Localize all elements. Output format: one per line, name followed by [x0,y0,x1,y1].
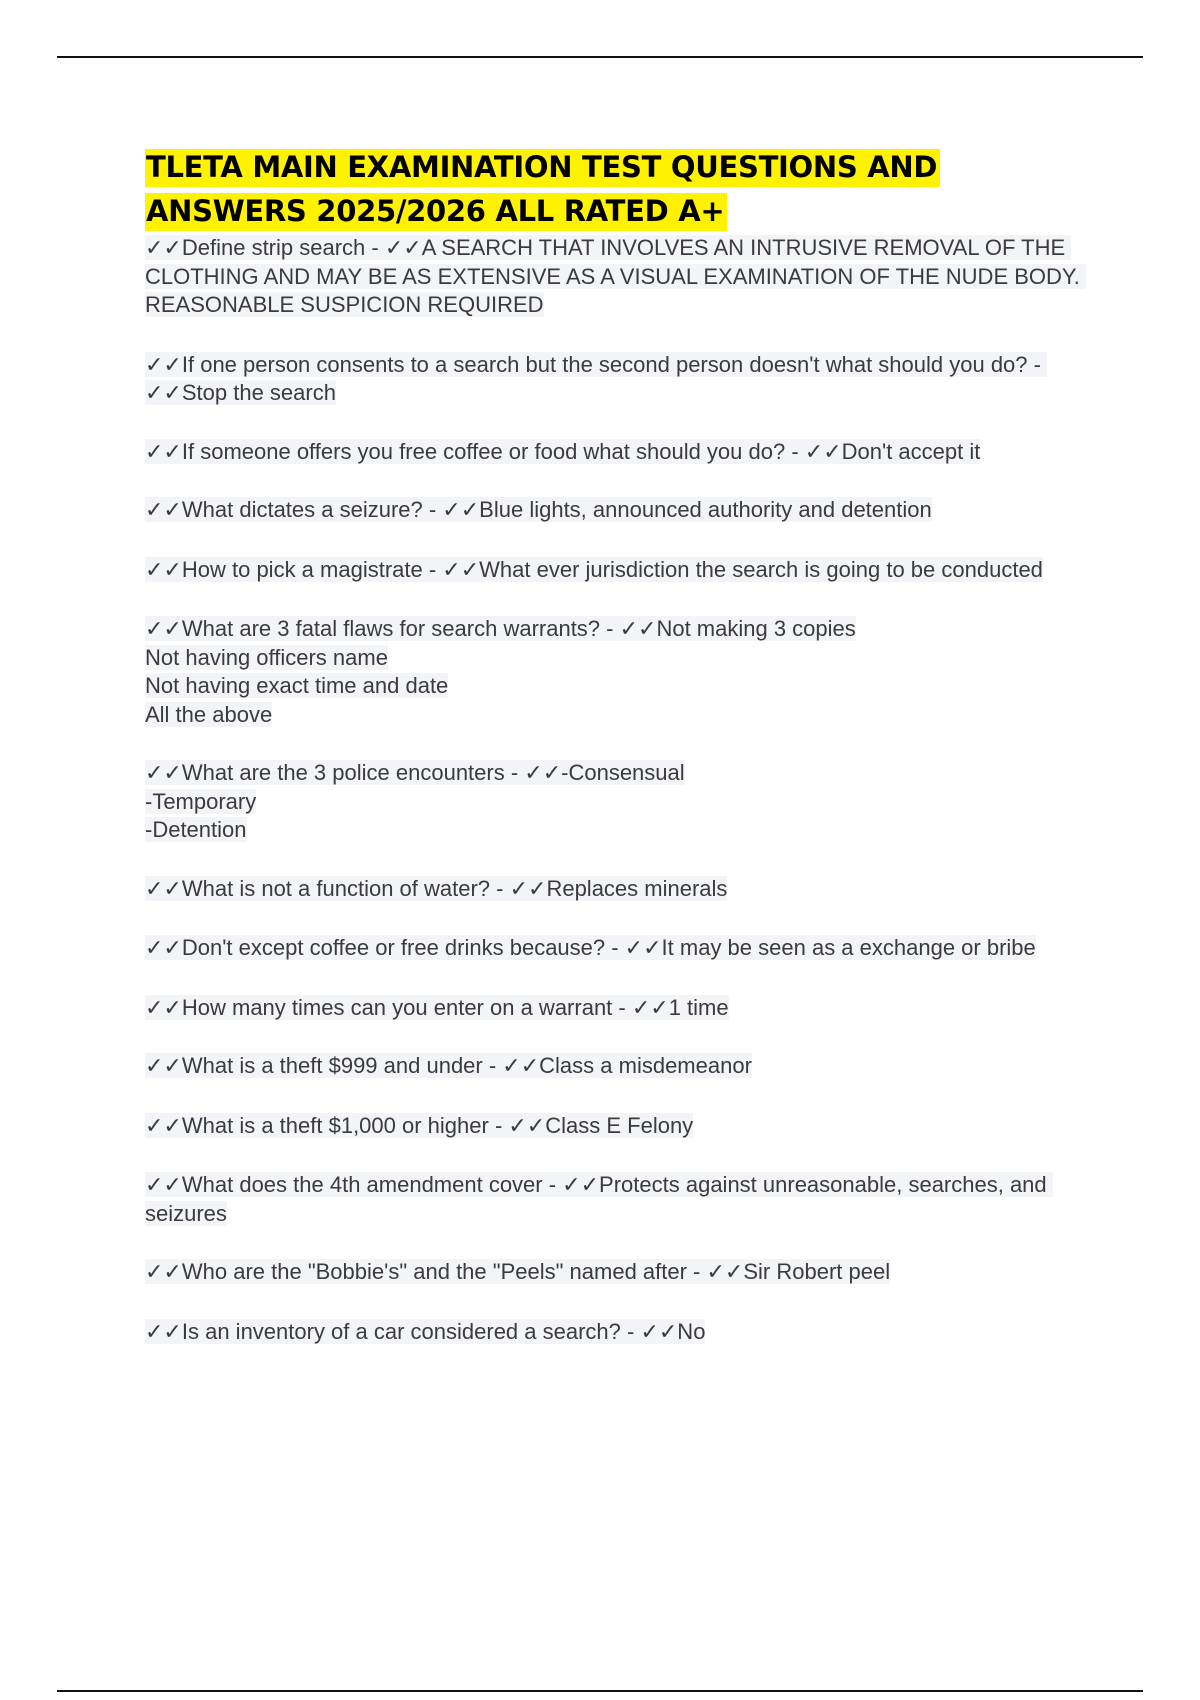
qa-text: ✓✓What does the 4th amendment cover - ✓✓Protects against unreasonable, searches, and seizures [145,1172,1053,1226]
qa-item-police-encounters [145,759,1095,845]
qa-item-theft-felony [145,1112,1095,1141]
qa-text: ✓✓Define strip search - ✓✓A SEARCH THAT INVOLVES AN INTRUSIVE REMOVAL OF THE CLOTHING AND MAY BE AS EXTENSIVE AS A VISUAL EXAMINATION OF THE NUDE BODY. REASONABLE SUSPICION REQUIRED [145,235,1086,317]
qa-item-fatal-flaws [145,615,1095,729]
document-title [145,145,1045,233]
qa-item-warrant-entries [145,994,1095,1023]
qa-item-bobbies-peels [145,1258,1095,1287]
qa-text: ✓✓What are the 3 police encounters - ✓✓-Consensual -Temporary -Detention [145,760,685,842]
qa-text: ✓✓What dictates a seizure? - ✓✓Blue lights, announced authority and detention [145,497,932,522]
qa-item-water-function [145,875,1095,904]
qa-text: ✓✓Don't except coffee or free drinks because? - ✓✓It may be seen as a exchange or bribe [145,935,1036,960]
qa-item-seizure [145,496,1095,525]
top-rule [57,56,1143,58]
qa-text: ✓✓What are 3 fatal flaws for search warrants? - ✓✓Not making 3 copies Not having officers name Not having exact time and date All the above [145,616,856,727]
qa-text: ✓✓How many times can you enter on a warrant - ✓✓1 time [145,994,729,1020]
qa-text: ✓✓Who are the "Bobbie's" and the "Peels" named after - ✓✓Sir Robert peel [145,1259,891,1284]
qa-item-theft-misdemeanor [145,1052,1095,1081]
title-highlight: TLETA MAIN EXAMINATION TEST QUESTIONS AND ANSWERS 2025/2026 ALL RATED A+ [145,149,940,231]
qa-text: ✓✓If someone offers you free coffee or food what should you do? - ✓✓Don't accept it [145,438,981,464]
qa-text: ✓✓What is a theft $999 and under - ✓✓Class a misdemeanor [145,1053,752,1078]
qa-list [145,234,1095,1346]
qa-item-coffee-bribe [145,934,1095,963]
qa-item-car-inventory [145,1318,1095,1347]
qa-item-free-coffee [145,438,1095,467]
bottom-rule [57,1690,1143,1692]
qa-text: ✓✓If one person consents to a search but the second person doesn't what should you do? - ✓✓Stop the search [145,351,1048,405]
qa-text: ✓✓Is an inventory of a car considered a search? - ✓✓No [145,1318,706,1344]
qa-item-4th-amendment [145,1171,1095,1228]
qa-item-magistrate [145,556,1095,585]
qa-text: ✓✓What is not a function of water? - ✓✓Replaces minerals [145,875,728,901]
qa-text: ✓✓What is a theft $1,000 or higher - ✓✓Class E Felony [145,1112,694,1138]
qa-item-consent-search [145,351,1095,408]
qa-item-strip-search [145,234,1095,320]
qa-text: ✓✓How to pick a magistrate - ✓✓What ever jurisdiction the search is going to be conducted [145,556,1043,582]
